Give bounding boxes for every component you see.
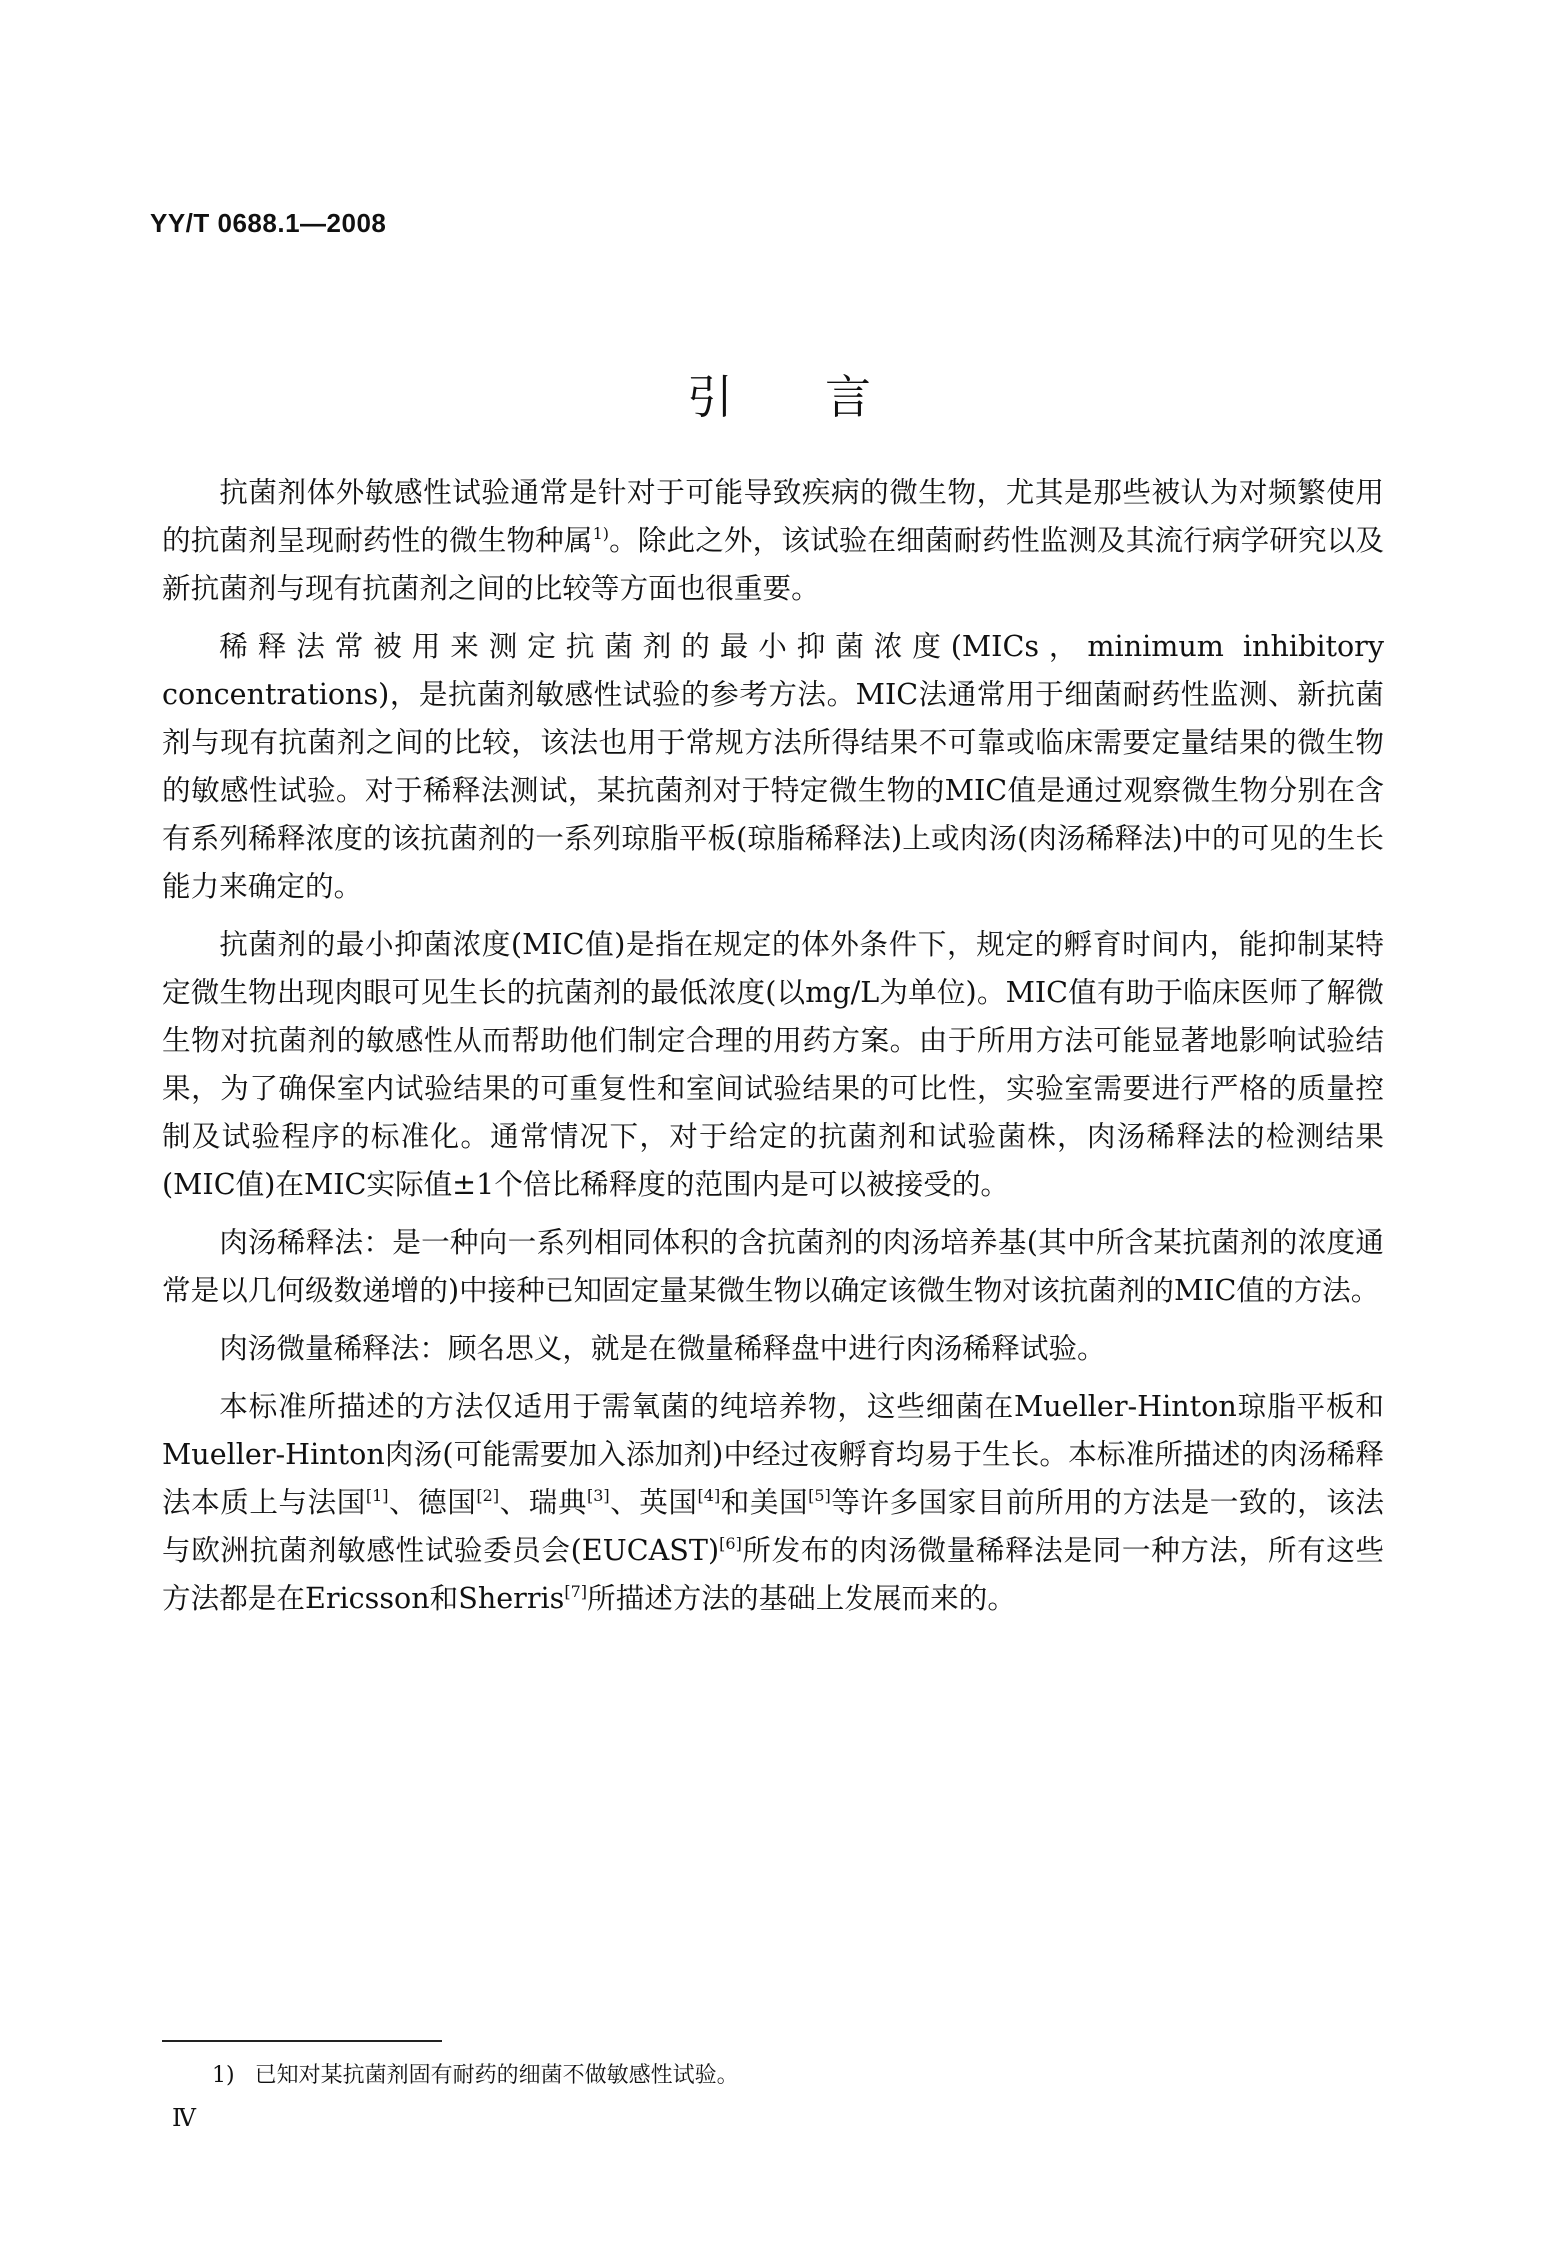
footnote-text: 已知对某抗菌剂固有耐药的细菌不做敏感性试验。 [254, 2063, 739, 2088]
reference-marker[interactable]: [6] [719, 1534, 742, 1553]
footnote-divider [162, 2040, 442, 2042]
paragraph-text: 、英国 [609, 1485, 698, 1519]
footnote-label: 1) [212, 2063, 235, 2088]
page-title: 引言 [687, 369, 963, 424]
paragraph-5: 肉汤微量稀释法：顾名思义，就是在微量稀释盘中进行肉汤稀释试验。 [219, 1331, 1106, 1365]
paragraph-text: 和美国 [720, 1485, 809, 1519]
footnote [212, 2060, 739, 2092]
paragraph-6 [162, 1382, 1384, 1622]
paragraph-text: 所发布的肉汤微量稀释法是同一种方法，所有这些方法都是在Ericsson和Sherris [162, 1533, 1384, 1615]
paragraph-text: 、德国 [388, 1485, 477, 1519]
reference-marker[interactable]: [5] [808, 1486, 831, 1505]
paragraph-text: 等许多国家目前所用的方法是一致的，该法与欧洲抗菌剂敏感性试验委员会(EUCAST) [162, 1485, 1384, 1567]
page-number: Ⅳ [172, 2104, 196, 2132]
reference-marker[interactable]: [7] [564, 1582, 587, 1601]
paragraph-2: 稀释法常被用来测定抗菌剂的最小抑菌浓度(MICs，minimum inhibitory concentrations)，是抗菌剂敏感性试验的参考方法。MIC法通常用于细菌耐药性监测、新抗菌剂与现有抗菌剂之间的比较，该法也用于常规方法所得结果不可靠或临床需要定量结果的微生物的敏感性试验。对于稀释法测试，某抗菌剂对于特定微生物的MIC值是通过观察微生物分别在含有系列稀释浓度的该抗菌剂的一系列琼脂平板(琼脂稀释法)上或肉汤(肉汤稀释法)中的可见的生长能力来确定的。 [162, 629, 1384, 903]
reference-marker[interactable]: [2] [476, 1486, 500, 1505]
reference-marker[interactable]: [1] [365, 1486, 389, 1505]
paragraph-text: 。除此之外，该试验在细菌耐药性监测及其流行病学研究以及新抗菌剂与现有抗菌剂之间的比较等方面也很重要。 [162, 523, 1384, 605]
paragraph-3: 抗菌剂的最小抑菌浓度(MIC值)是指在规定的体外条件下，规定的孵育时间内，能抑制某特定微生物出现肉眼可见生长的抗菌剂的最低浓度(以mg/L为单位)。MIC值有助于临床医师了解微生物对抗菌剂的敏感性从而帮助他们制定合理的用药方案。由于所用方法可能显著地影响试验结果，为了确保室内试验结果的可重复性和室间试验结果的可比性，实验室需要进行严格的质量控制及试验程序的标准化。通常情况下，对于给定的抗菌剂和试验菌株，肉汤稀释法的检测结果(MIC值)在MIC实际值±1个倍比稀释度的范围内是可以被接受的。 [162, 927, 1384, 1201]
paragraph-text: 所描述方法的基础上发展而来的。 [587, 1581, 1016, 1615]
paragraph-text: 抗菌剂体外敏感性试验通常是针对于可能导致疾病的微生物，尤其是那些被认为对频繁使用的抗菌剂呈现耐药性的微生物种属 [162, 475, 1384, 557]
reference-marker[interactable]: [3] [586, 1486, 610, 1505]
standard-code: YY/T 0688.1—2008 [150, 208, 387, 238]
reference-marker[interactable]: [4] [697, 1486, 721, 1505]
introduction-body [162, 468, 1384, 1632]
paragraph-1 [162, 468, 1384, 612]
footnote-ref[interactable]: 1) [592, 524, 609, 543]
paragraph-text: 、瑞典 [499, 1485, 587, 1519]
paragraph-text: 本标准所描述的方法仅适用于需氧菌的纯培养物，这些细菌在Mueller-Hinton琼脂平板和Mueller-Hinton肉汤(可能需要加入添加剂)中经过夜孵育均易于生长。本标准所描述的肉汤稀释法本质上与法国 [162, 1389, 1384, 1519]
paragraph-4: 肉汤稀释法：是一种向一系列相同体积的含抗菌剂的肉汤培养基(其中所含某抗菌剂的浓度通常是以几何级数递增的)中接种已知固定量某微生物以确定该微生物对该抗菌剂的MIC值的方法。 [162, 1225, 1384, 1307]
